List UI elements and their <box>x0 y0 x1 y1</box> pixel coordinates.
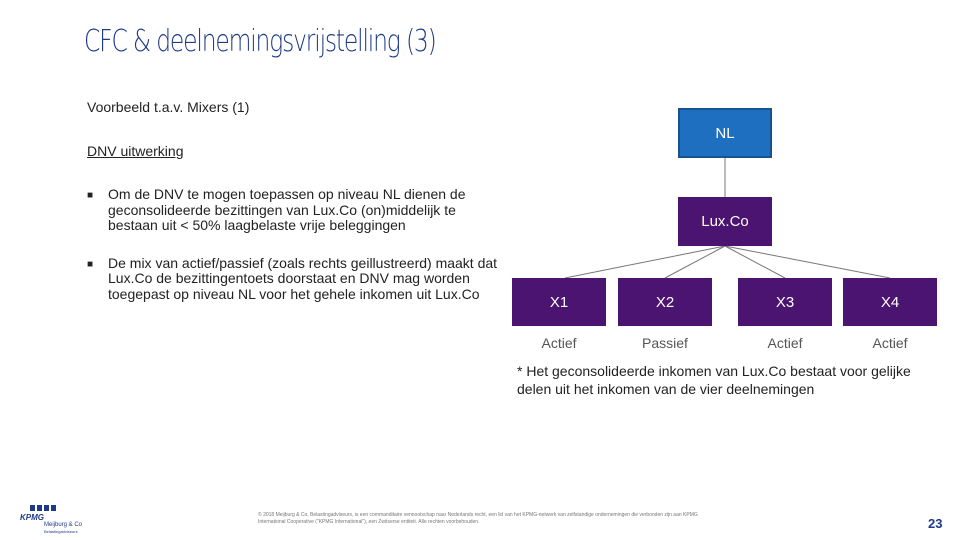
entity-luxco-box: Lux.Co <box>678 197 772 246</box>
kpmg-logo-icon <box>18 505 90 535</box>
bullet-item: ■ Om de DNV te mogen toepassen op niveau NL dienen de geconsolideerde bezittingen van Lux.Co (on)middelijk te bestaan uit < 50% laagbelaste vrije beleggingen <box>87 186 466 233</box>
bullet-square-icon: ■ <box>87 190 94 201</box>
page-number: 23 <box>928 516 943 531</box>
subtitle: Voorbeeld t.a.v. Mixers (1) <box>87 99 250 115</box>
section-heading: DNV uitwerking <box>87 143 184 159</box>
entity-x3-status: Actief <box>767 335 803 351</box>
logo-tagline: Belastingadviseurs <box>44 529 78 534</box>
entity-x2-status: Passief <box>642 335 688 351</box>
entity-x4-status: Actief <box>872 335 908 351</box>
footer-copyright: © 2018 Meijburg & Co, Belastingadviseurs, is een commanditaire vennootschap naar Nederlands recht, een lid van het KPMG-netwerk van zelfstandige ondernemingen die verbonden zijn aan KPMG International Cooperative ("KPMG International"), een Zwitserse entiteit. Alle rechten voorbehouden. <box>258 512 698 525</box>
entity-x4-box: X4 <box>843 278 937 326</box>
kpmg-meijburg-logo <box>18 505 90 540</box>
page-title: CFC & deelnemingsvrijstelling (3) <box>84 24 436 59</box>
bullet-square-icon: ■ <box>87 258 94 270</box>
entity-nl-box: NL <box>678 108 772 158</box>
bullet-item: ■ De mix van actief/passief (zoals rechts geillustreerd) maakt dat Lux.Co de bezittingentoets doorstaat en DNV mag worden toegepast op niveau NL voor het gehele inkomen uit Lux.Co <box>87 254 498 302</box>
entity-x1-status: Actief <box>541 335 577 351</box>
entity-x3-box: X3 <box>738 278 832 326</box>
logo-text: KPMG <box>20 513 44 522</box>
entity-x1-box: X1 <box>512 278 606 326</box>
entity-x2-box: X2 <box>618 278 712 326</box>
logo-subtext: Meijburg & Co <box>44 522 83 528</box>
diagram-footnote: * Het geconsolideerde inkomen van Lux.Co bestaat voor gelijke delen uit het inkomen van de vier deelnemingen <box>517 363 911 397</box>
